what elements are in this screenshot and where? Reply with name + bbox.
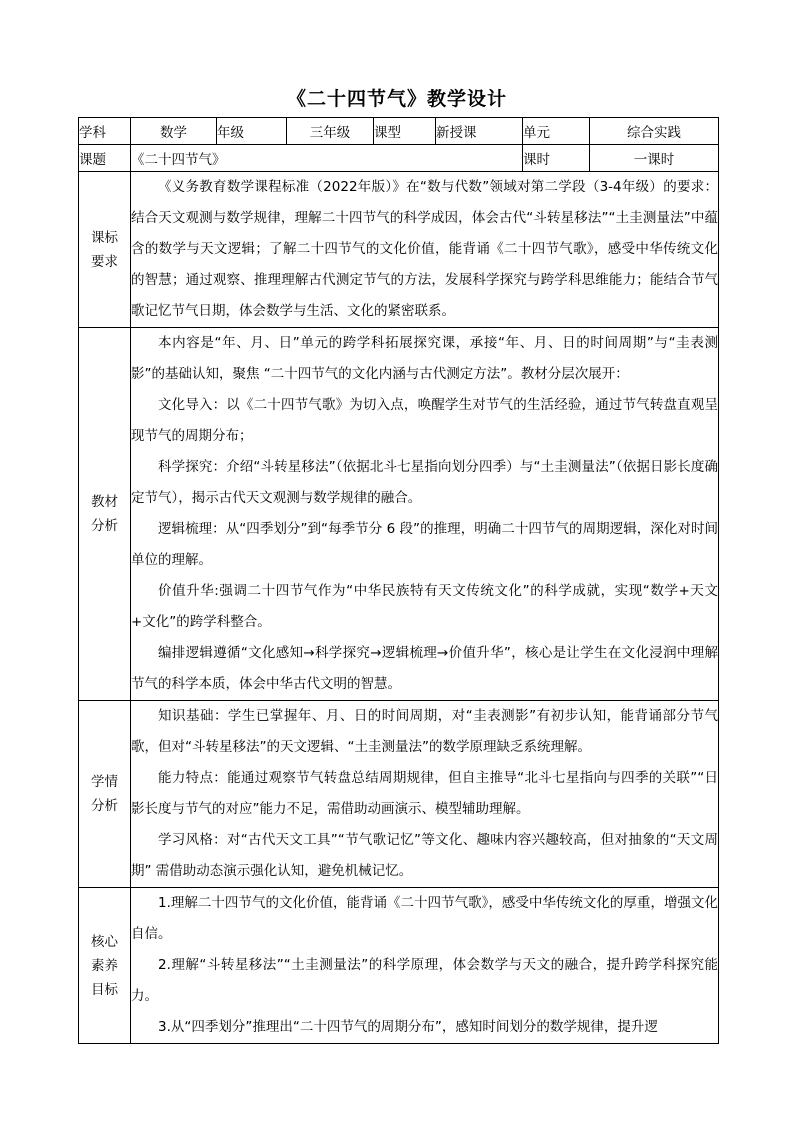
paragraph: 本内容是“年、月、日”单元的跨学科拓展探究课，承接“年、月、日的时间周期”与“圭表测影”的基础认知，聚焦 “二十四节气的文化内涵与古代测定方法”。教材分层次展开： <box>131 335 718 382</box>
section-body <box>131 328 719 701</box>
paragraph: 价值升华:强调二十四节气作为“中华民族特有天文传统文化”的科学成就，实现“数学+天文+文化”的跨学科整合。 <box>131 583 718 630</box>
subject-label: 学科 <box>79 118 131 145</box>
page-title: 《二十四节气》教学设计 <box>286 88 507 110</box>
paragraph: 2.理解“斗转星移法”“土圭测量法”的科学原理，体会数学与天文的融合，提升跨学科探究能力。 <box>131 957 718 1004</box>
section-body <box>131 172 719 328</box>
section-label: 教材 分析 <box>79 328 131 701</box>
hours-label: 课时 <box>523 145 590 172</box>
section-core-competency-goals <box>79 888 719 1044</box>
unit-label: 单元 <box>523 118 590 145</box>
topic-label: 课题 <box>79 145 131 172</box>
paragraph: 文化导入：以《二十四节气歌》为切入点，唤醒学生对节气的生活经验，通过节气转盘直观呈现节气的周期分布； <box>131 397 718 444</box>
hours-value: 一课时 <box>590 145 719 172</box>
section-body <box>131 888 719 1044</box>
info-row-2 <box>79 145 719 172</box>
paragraph: 《义务教育数学课程标准（2022年版）》在“数与代数”领域对第二学段（3-4年级）的要求：结合天文观测与数学规律，理解二十四节气的科学成因，体会古代“斗转星移法”“土圭测量法”中蕴含的数学与天文逻辑；了解二十四节气的文化价值，能背诵《二十四节气歌》，感受中华传统文化的智慧；通过观察、推理理解古代测定节气的方法，发展科学探究与跨学科思维能力；能结合节气歌记忆节气日期，体会数学与生活、文化的紧密联系。 <box>131 179 718 319</box>
paragraph: 1.理解二十四节气的文化价值，能背诵《二十四节气歌》，感受中华传统文化的厚重，增强文化自信。 <box>131 895 718 942</box>
section-body <box>131 701 719 888</box>
type-label: 课型 <box>374 118 436 145</box>
paragraph: 3.从“四季划分”推理出“二十四节气的周期分布”，感知时间划分的数学规律，提升逻 <box>158 1019 658 1035</box>
type-value: 新授课 <box>436 118 523 145</box>
paragraph: 逻辑梳理：从“四季划分”到“每季节分 6 段”的推理，明确二十四节气的周期逻辑，深化对时间单位的理解。 <box>131 521 718 568</box>
topic-value: 《二十四节气》 <box>131 145 523 172</box>
paragraph: 编排逻辑遵循“文化感知→科学探究→逻辑梳理→价值升华”，核心是让学生在文化浸润中理解节气的科学本质，体会中华古代文明的智慧。 <box>131 645 718 692</box>
section-label: 学情 分析 <box>79 701 131 888</box>
lesson-plan-table <box>78 117 719 1044</box>
section-textbook-analysis <box>79 328 719 701</box>
section-label: 课标 要求 <box>79 172 131 328</box>
grade-label: 年级 <box>217 118 287 145</box>
paragraph: 学习风格：对“古代天文工具”“节气歌记忆”等文化、趣味内容兴趣较高，但对抽象的“天文周期” 需借助动态演示强化认知，避免机械记忆。 <box>131 832 718 879</box>
paragraph: 科学探究：介绍“斗转星移法”（依据北斗七星指向划分四季）与“土圭测量法”（依据日影长度确定节气），揭示古代天文观测与数学规律的融合。 <box>131 459 718 506</box>
subject-value: 数学 <box>131 118 217 145</box>
grade-value: 三年级 <box>287 118 374 145</box>
section-curriculum-standard <box>79 172 719 328</box>
paragraph: 知识基础：学生已掌握年、月、日的时间周期，对“圭表测影”有初步认知，能背诵部分节气歌，但对“斗转星移法”的天文逻辑、“土圭测量法”的数学原理缺乏系统理解。 <box>131 708 718 755</box>
unit-value: 综合实践 <box>590 118 719 145</box>
section-student-analysis <box>79 701 719 888</box>
paragraph: 能力特点：能通过观察节气转盘总结周期规律，但自主推导“北斗七星指向与四季的关联”“日影长度与节气的对应”能力不足，需借助动画演示、模型辅助理解。 <box>131 770 718 817</box>
section-label: 核心 素养 目标 <box>79 888 131 1044</box>
info-row-1 <box>79 118 719 145</box>
